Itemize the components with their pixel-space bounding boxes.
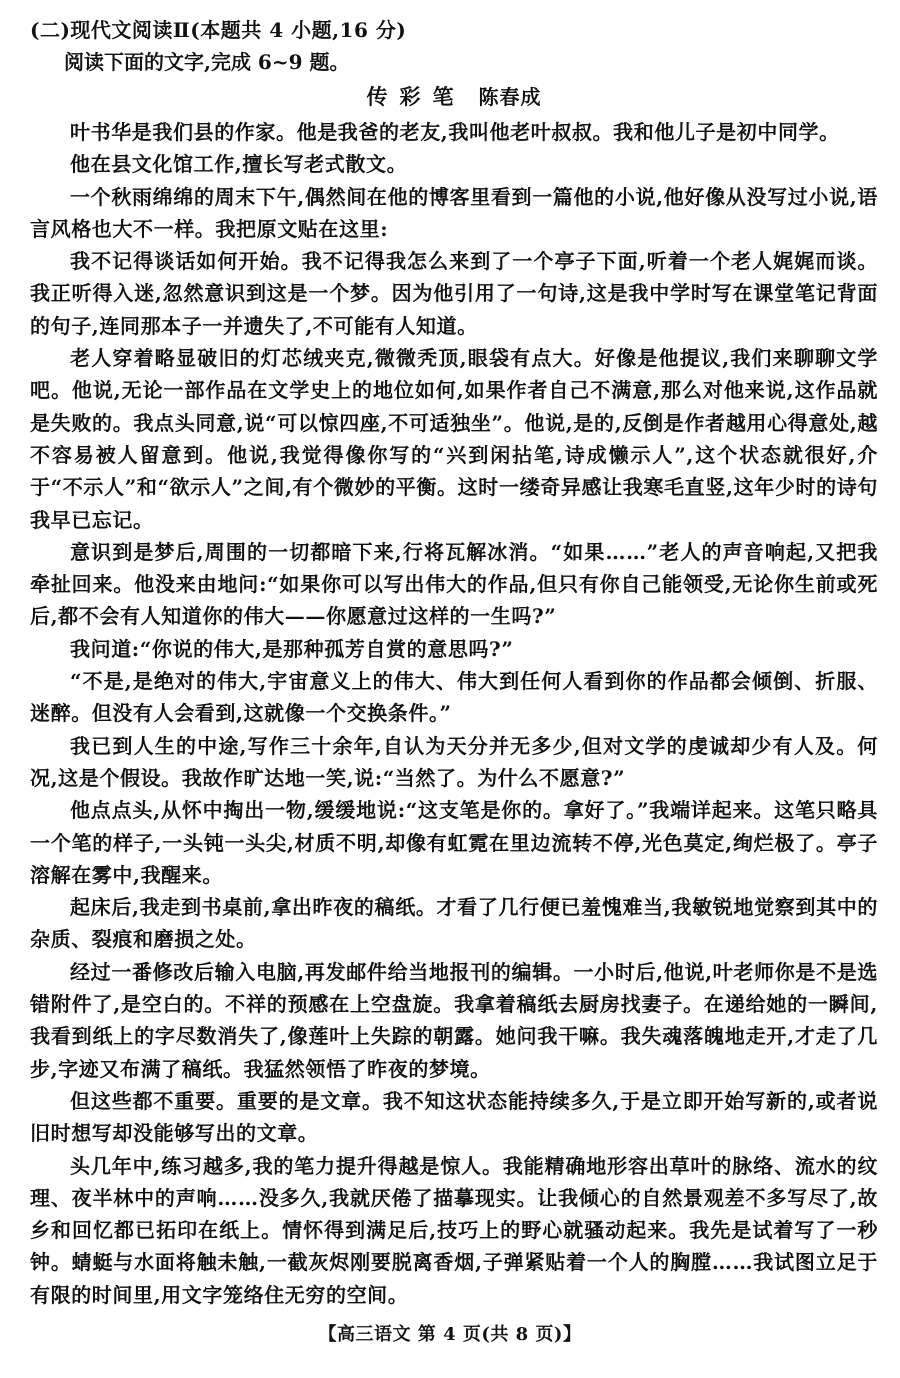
article-body	[30, 116, 878, 1311]
reading-instruction: 阅读下面的文字,完成 6~9 题。	[64, 50, 350, 74]
section-title: (二)现代文阅读Ⅱ(本题共 4 小题,16 分)	[30, 18, 407, 42]
paragraph: 经过一番修改后输入电脑,再发邮件给当地报刊的编辑。一小时后,他说,叶老师你是不是选错附件了,是空白的。不祥的预感在上空盘旋。我拿着稿纸去厨房找妻子。在递给她的一瞬间,我看到纸上的字尽数消失了,像莲叶上失踪的朝露。她问我干嘛。我失魂落魄地走开,才走了几步,字迹又布满了稿纸。我猛然领悟了昨夜的梦境。	[30, 959, 878, 1081]
paragraph: 老人穿着略显破旧的灯芯绒夹克,微微秃顶,眼袋有点大。好像是他提议,我们来聊聊文学吧。他说,无论一部作品在文学史上的地位如何,如果作者自己不满意,那么对他来说,这作品就是失败的。我点头同意,说“可以惊四座,不可适独坐”。他说,是的,反倒是作者越用心得意处,越不容易被人留意到。他说,我觉得像你写的“兴到闲拈笔,诗成懒示人”,这个状态就很好,介于“不示人”和“欲示人”之间,有个微妙的平衡。这时一缕奇异感让我寒毛直竖,这年少时的诗句我早已忘记。	[30, 346, 878, 532]
paragraph: 他点点头,从怀中掏出一物,缓缓地说:“这支笔是你的。拿好了。”我端详起来。这笔只略具一个笔的样子,一头钝一头尖,材质不明,却像有虹霓在里边流转不停,光色莫定,绚烂极了。亭子溶解在雾中,我醒来。	[30, 798, 878, 887]
page-footer: 【高三语文 第 4 页(共 8 页)】	[318, 1324, 582, 1345]
paragraph: 我不记得谈话如何开始。我不记得我怎么来到了一个亭子下面,听着一个老人娓娓而谈。我正听得入迷,忽然意识到这是一个梦。因为他引用了一句诗,这是我中学时写在课堂笔记背面的句子,连同那本子一并遗失了,不可能有人知道。	[30, 249, 878, 338]
paragraph: 我问道:“你说的伟大,是那种孤芳自赏的意思吗?”	[70, 636, 514, 661]
paragraph: 他在县文化馆工作,擅长写老式散文。	[70, 152, 408, 177]
article-title: 传彩笔	[366, 84, 466, 109]
paragraph: 但这些都不重要。重要的是文章。我不知这状态能持续多久,于是立即开始写新的,或者说旧时想写却没能够写出的文章。	[30, 1088, 878, 1146]
article-header	[30, 80, 878, 114]
paragraph: “不是,是绝对的伟大,宇宙意义上的伟大、伟大到任何人看到你的作品都会倾倒、折服、迷醉。但没有人会看到,这就像一个交换条件。”	[30, 669, 878, 726]
paragraph: 意识到是梦后,周围的一切都暗下来,行将瓦解冰消。“如果……”老人的声音响起,又把我牵扯回来。他没来由地问:“如果你可以写出伟大的作品,但只有你自己能领受,无论你生前或死后,都不会有人知道你的伟大——你愿意过这样的一生吗?”	[30, 539, 878, 629]
paragraph: 一个秋雨绵绵的周末下午,偶然间在他的博客里看到一篇他的小说,他好像从没写过小说,语言风格也大不一样。我把原文贴在这里:	[30, 184, 878, 241]
paragraph: 起床后,我走到书桌前,拿出昨夜的稿纸。才看了几行便已羞愧难当,我敏锐地觉察到其中的杂质、裂痕和磨损之处。	[30, 895, 878, 952]
paragraph: 头几年中,练习越多,我的笔力提升得越是惊人。我能精确地形容出草叶的脉络、流水的纹理、夜半林中的声响……没多久,我就厌倦了描摹现实。让我倾心的自然景观差不多写尽了,故乡和回忆都已拓印在纸上。情怀得到满足后,技巧上的野心就骚动起来。我先是试着写了一秒钟。蜻蜓与水面将触未触,一截灰烬刚要脱离香烟,子弹紧贴着一个人的胸膛……我试图立足于有限的时间里,用文字笼络住无穷的空间。	[30, 1153, 878, 1307]
paragraph: 我已到人生的中途,写作三十余年,自认为天分并无多少,但对文学的虔诚却少有人及。何况,这是个假设。我故作旷达地一笑,说:“当然了。为什么不愿意?”	[30, 733, 878, 790]
paragraph: 叶书华是我们县的作家。他是我爸的老友,我叫他老叶叔叔。我和他儿子是初中同学。	[70, 120, 840, 144]
article-author: 陈春成	[478, 85, 542, 109]
